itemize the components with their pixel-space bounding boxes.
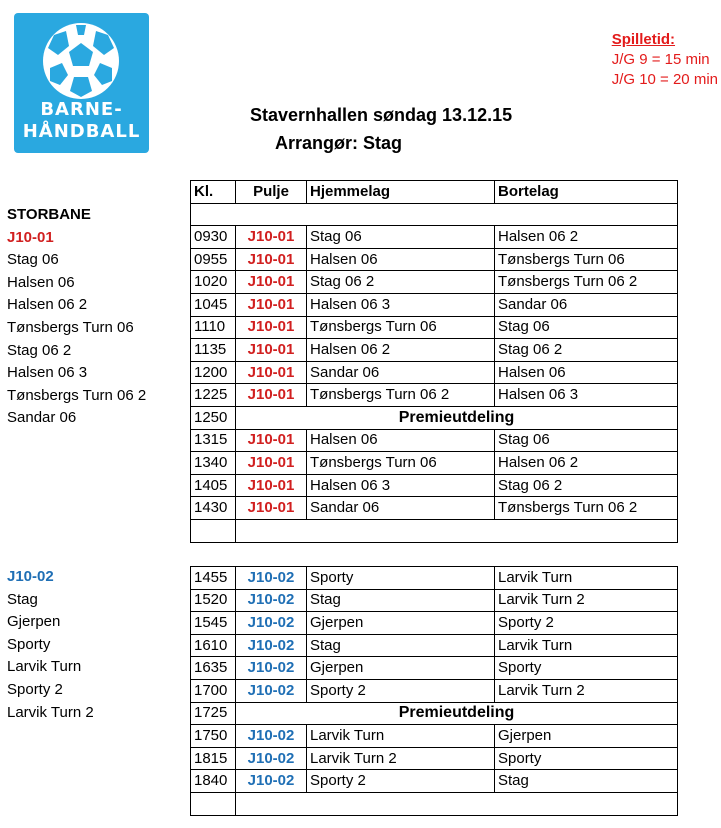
- away-team: Tønsbergs Turn 06 2: [495, 497, 678, 520]
- table-row: [191, 474, 678, 497]
- match-pool: J10-02: [236, 567, 307, 590]
- spacer: [191, 203, 678, 226]
- schedule-table-1: [190, 180, 678, 543]
- home-team: Sporty: [307, 567, 495, 590]
- pool-label: J10-02: [7, 568, 54, 585]
- match-time: 1840: [191, 770, 236, 793]
- away-team: Tønsbergs Turn 06 2: [495, 271, 678, 294]
- award-label: Premieutdeling: [236, 406, 678, 429]
- home-team: Sporty 2: [307, 679, 495, 702]
- match-pool: J10-02: [236, 612, 307, 635]
- list-item: Tønsbergs Turn 06 2: [7, 386, 147, 404]
- playtime-heading: Spilletid:: [611, 31, 676, 48]
- away-team: Halsen 06 2: [495, 452, 678, 475]
- match-time: 1610: [191, 634, 236, 657]
- home-team: Gjerpen: [307, 612, 495, 635]
- match-pool: J10-02: [236, 634, 307, 657]
- match-time: 1700: [191, 679, 236, 702]
- match-pool: J10-01: [236, 474, 307, 497]
- match-time: 1405: [191, 474, 236, 497]
- handball-icon: [14, 13, 149, 103]
- match-pool: J10-01: [236, 316, 307, 339]
- playtime-line: J/G 9 = 15 min: [611, 51, 710, 68]
- playtime-line: J/G 10 = 20 min: [611, 71, 718, 88]
- table-row: [191, 429, 678, 452]
- award-time: 1725: [191, 702, 236, 725]
- list-item: Larvik Turn: [7, 658, 82, 676]
- home-team: Gjerpen: [307, 657, 495, 680]
- match-time: 1520: [191, 589, 236, 612]
- match-time: 1815: [191, 747, 236, 770]
- away-team: Larvik Turn: [495, 567, 678, 590]
- table-row: [191, 747, 678, 770]
- match-pool: J10-01: [236, 429, 307, 452]
- award-label: Premieutdeling: [236, 702, 678, 725]
- match-pool: J10-02: [236, 679, 307, 702]
- home-team: Larvik Turn: [307, 725, 495, 748]
- away-team: Stag 06 2: [495, 474, 678, 497]
- list-item: Stag 06 2: [7, 341, 72, 359]
- table-row: [191, 679, 678, 702]
- award-row: [191, 702, 678, 725]
- match-pool: J10-01: [236, 293, 307, 316]
- home-team: Tønsbergs Turn 06: [307, 316, 495, 339]
- list-item: Gjerpen: [7, 613, 61, 631]
- match-time: 1200: [191, 361, 236, 384]
- logo-text-line1: BARNE-: [40, 99, 123, 120]
- list-item: Sandar 06: [7, 409, 77, 427]
- list-item: Larvik Turn 2: [7, 703, 94, 721]
- award-time: 1250: [191, 406, 236, 429]
- match-pool: J10-01: [236, 248, 307, 271]
- match-time: 0955: [191, 248, 236, 271]
- match-time: 1340: [191, 452, 236, 475]
- home-team: Halsen 06 2: [307, 339, 495, 362]
- list-item: Sporty 2: [7, 680, 63, 698]
- list-item: Stag: [7, 590, 38, 608]
- table-row: [191, 361, 678, 384]
- table-row: [191, 384, 678, 407]
- match-pool: J10-02: [236, 770, 307, 793]
- match-pool: J10-01: [236, 361, 307, 384]
- page-title: Stavernhallen søndag 13.12.15: [250, 105, 513, 125]
- table-row: [191, 316, 678, 339]
- home-team: Sandar 06: [307, 361, 495, 384]
- away-team: Stag 06: [495, 316, 678, 339]
- match-time: 1110: [191, 316, 236, 339]
- team-list-2: [7, 566, 94, 724]
- away-team: Larvik Turn 2: [495, 679, 678, 702]
- away-team: Sporty: [495, 747, 678, 770]
- away-team: Larvik Turn 2: [495, 589, 678, 612]
- table-row: [191, 657, 678, 680]
- playtime-info: [612, 30, 718, 90]
- match-time: 1545: [191, 612, 236, 635]
- match-time: 1430: [191, 497, 236, 520]
- match-time: 1020: [191, 271, 236, 294]
- away-team: Sandar 06: [495, 293, 678, 316]
- match-pool: J10-02: [236, 747, 307, 770]
- match-pool: J10-01: [236, 271, 307, 294]
- list-item: Halsen 06 3: [7, 364, 88, 382]
- table-row: [191, 226, 678, 249]
- match-pool: J10-01: [236, 339, 307, 362]
- home-team: Stag: [307, 589, 495, 612]
- header-pulje: Pulje: [236, 181, 307, 204]
- match-pool: J10-01: [236, 452, 307, 475]
- empty-row: [191, 519, 678, 542]
- list-item: Halsen 06 2: [7, 296, 88, 314]
- match-pool: J10-01: [236, 497, 307, 520]
- match-pool: J10-01: [236, 226, 307, 249]
- away-team: Gjerpen: [495, 725, 678, 748]
- table-row: [191, 612, 678, 635]
- schedule-table-2: [190, 566, 678, 816]
- table-row: [191, 248, 678, 271]
- header-home: Hjemmelag: [307, 181, 495, 204]
- pool-label: J10-01: [7, 228, 54, 246]
- match-pool: J10-02: [236, 657, 307, 680]
- away-team: Sporty: [495, 657, 678, 680]
- logo-text-line2: HÅNDBALL: [22, 121, 141, 142]
- home-team: Halsen 06: [307, 248, 495, 271]
- organizer: Arrangør: Stag: [275, 133, 403, 153]
- table-header-row: [191, 181, 678, 204]
- home-team: Halsen 06: [307, 429, 495, 452]
- table-row: [191, 567, 678, 590]
- court-label: STORBANE: [7, 206, 91, 223]
- home-team: Sandar 06: [307, 497, 495, 520]
- home-team: Stag 06 2: [307, 271, 495, 294]
- away-team: Sporty 2: [495, 612, 678, 635]
- table-row: [191, 725, 678, 748]
- home-team: Tønsbergs Turn 06: [307, 452, 495, 475]
- home-team: Stag: [307, 634, 495, 657]
- home-team: Stag 06: [307, 226, 495, 249]
- match-time: 0930: [191, 226, 236, 249]
- table-row: [191, 293, 678, 316]
- award-row: [191, 406, 678, 429]
- table-row: [191, 271, 678, 294]
- home-team: Larvik Turn 2: [307, 747, 495, 770]
- away-team: Halsen 06 2: [495, 226, 678, 249]
- match-time: 1225: [191, 384, 236, 407]
- away-team: Halsen 06 3: [495, 384, 678, 407]
- team-list-1: [7, 204, 146, 430]
- home-team: Halsen 06 3: [307, 474, 495, 497]
- away-team: Larvik Turn: [495, 634, 678, 657]
- match-pool: J10-01: [236, 384, 307, 407]
- home-team: Halsen 06 3: [307, 293, 495, 316]
- table-row: [191, 634, 678, 657]
- list-item: Stag 06: [7, 251, 59, 269]
- away-team: Tønsbergs Turn 06: [495, 248, 678, 271]
- table-row: [191, 452, 678, 475]
- match-time: 1455: [191, 567, 236, 590]
- away-team: Stag 06: [495, 429, 678, 452]
- home-team: Sporty 2: [307, 770, 495, 793]
- header-kl: Kl.: [191, 181, 236, 204]
- away-team: Halsen 06: [495, 361, 678, 384]
- list-item: Halsen 06: [7, 273, 75, 291]
- table-row: [191, 339, 678, 362]
- match-time: 1045: [191, 293, 236, 316]
- match-time: 1750: [191, 725, 236, 748]
- barnehandball-logo: [14, 13, 149, 153]
- header-away: Bortelag: [495, 181, 678, 204]
- away-team: Stag 06 2: [495, 339, 678, 362]
- table-row: [191, 770, 678, 793]
- match-time: 1315: [191, 429, 236, 452]
- list-item: Tønsbergs Turn 06: [7, 318, 134, 336]
- table-row: [191, 497, 678, 520]
- match-pool: J10-02: [236, 725, 307, 748]
- list-item: Sporty: [7, 635, 51, 653]
- table-row: [191, 589, 678, 612]
- empty-row: [191, 792, 678, 815]
- home-team: Tønsbergs Turn 06 2: [307, 384, 495, 407]
- match-time: 1635: [191, 657, 236, 680]
- match-time: 1135: [191, 339, 236, 362]
- away-team: Stag: [495, 770, 678, 793]
- match-pool: J10-02: [236, 589, 307, 612]
